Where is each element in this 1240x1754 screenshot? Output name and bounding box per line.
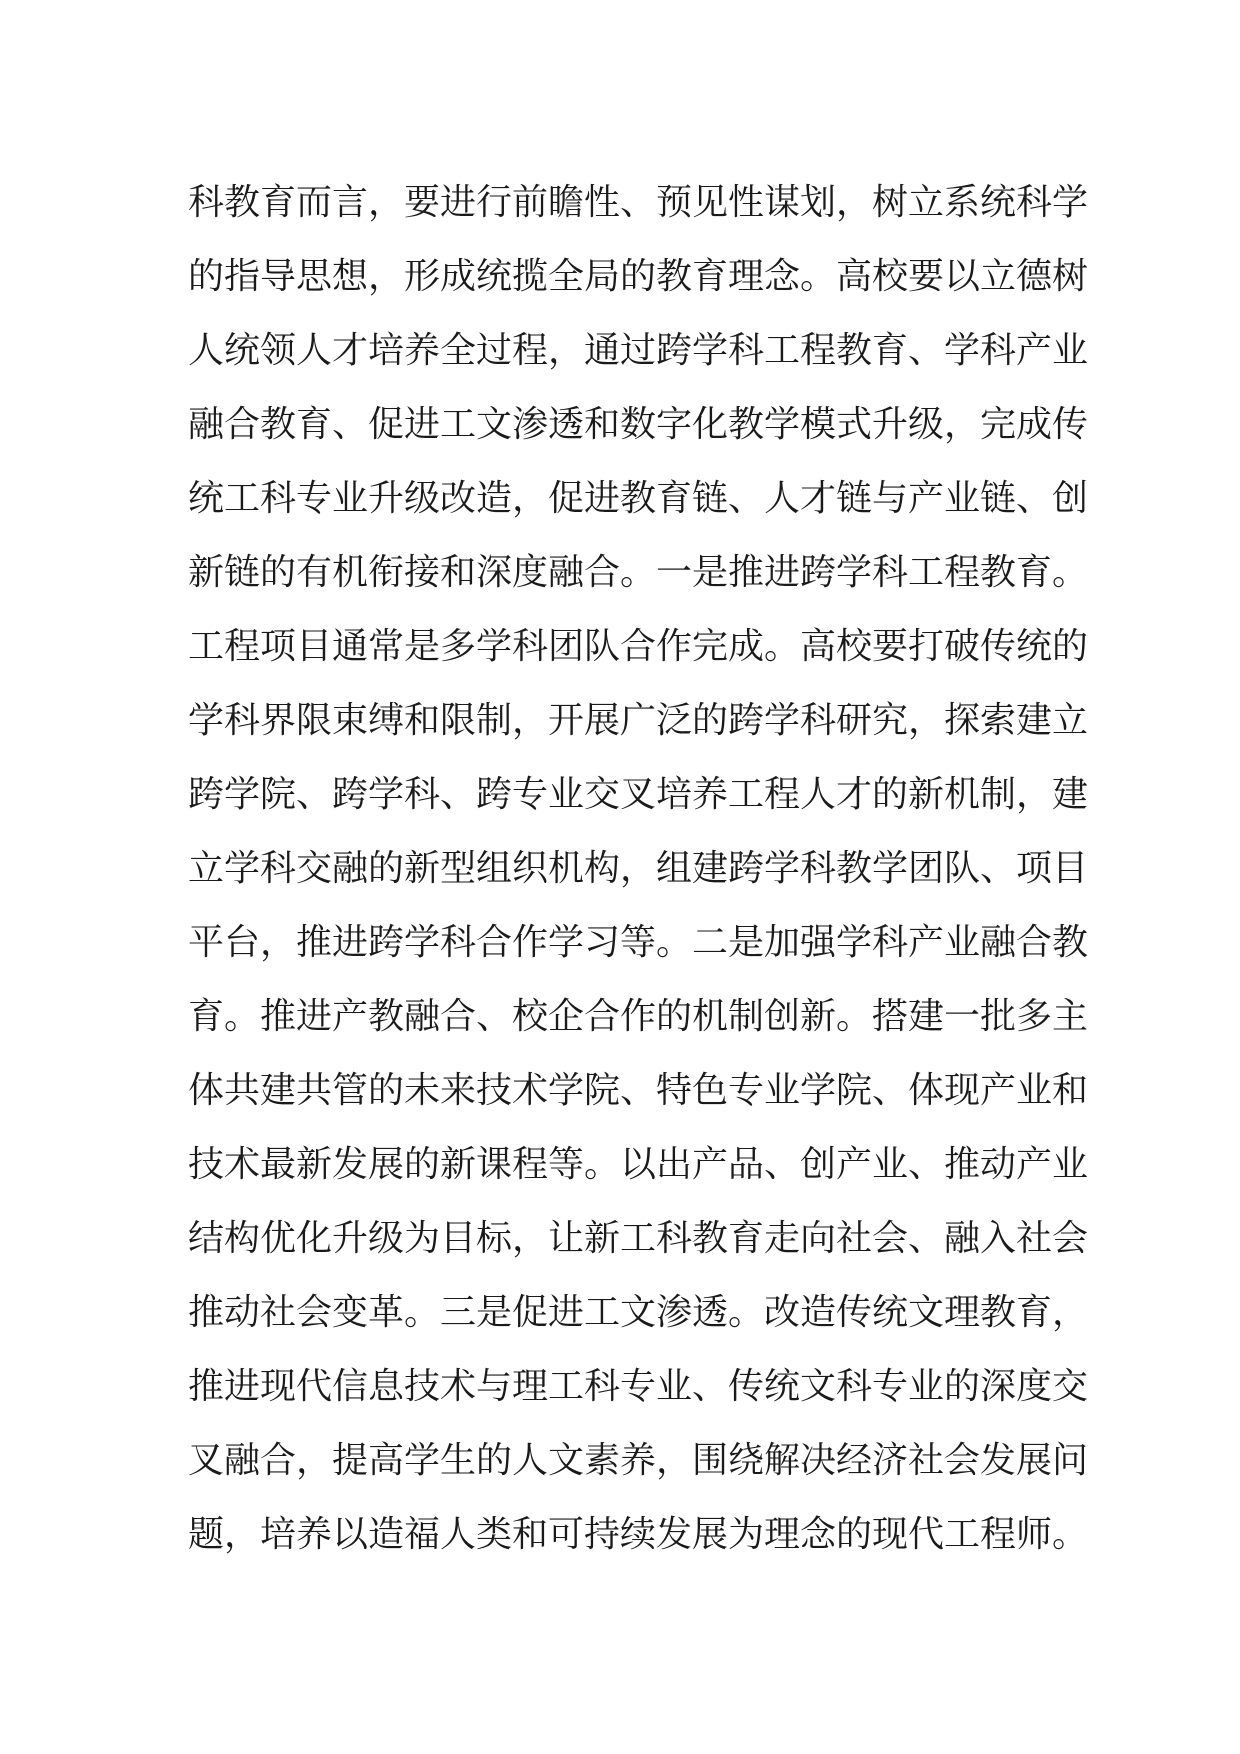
- text-line-16: 推动社会变革。三是促进工文渗透。改造传统文理教育，: [188, 1292, 1089, 1333]
- text-line-14: 技术最新发展的新课程等。以出产品、创产业、推动产业: [188, 1144, 1089, 1185]
- text-line-17: 推进现代信息技术与理工科专业、传统文科专业的深度交: [188, 1366, 1089, 1407]
- text-line-19: 题，培养以造福人类和可持续发展为理念的现代工程师。: [188, 1514, 1089, 1555]
- text-line-5: 统工科专业升级改造，促进教育链、人才链与产业链、创: [188, 478, 1089, 519]
- text-line-9: 跨学院、跨学科、跨专业交叉培养工程人才的新机制，建: [188, 774, 1089, 815]
- text-line-4: 融合教育、促进工文渗透和数字化教学模式升级，完成传: [188, 404, 1089, 445]
- text-line-1: 科教育而言，要进行前瞻性、预见性谋划，树立系统科学: [188, 182, 1089, 223]
- body-paragraph: [188, 166, 1089, 1572]
- text-line-11: 平台，推进跨学科合作学习等。二是加强学科产业融合教: [188, 922, 1089, 963]
- text-line-13: 体共建共管的未来技术学院、特色专业学院、体现产业和: [188, 1070, 1089, 1111]
- text-line-8: 学科界限束缚和限制，开展广泛的跨学科研究，探索建立: [188, 700, 1089, 741]
- text-line-15: 结构优化升级为目标，让新工科教育走向社会、融入社会: [188, 1218, 1089, 1259]
- text-line-18: 叉融合，提高学生的人文素养，围绕解决经济社会发展问: [188, 1440, 1089, 1481]
- text-line-7: 工程项目通常是多学科团队合作完成。高校要打破传统的: [188, 626, 1089, 667]
- text-line-2: 的指导思想，形成统揽全局的教育理念。高校要以立德树: [188, 256, 1089, 297]
- text-line-3: 人统领人才培养全过程，通过跨学科工程教育、学科产业: [188, 330, 1089, 371]
- text-line-12: 育。推进产教融合、校企合作的机制创新。搭建一批多主: [188, 996, 1089, 1037]
- text-line-6: 新链的有机衔接和深度融合。一是推进跨学科工程教育。: [188, 552, 1089, 593]
- text-line-10: 立学科交融的新型组织机构，组建跨学科教学团队、项目: [188, 848, 1089, 889]
